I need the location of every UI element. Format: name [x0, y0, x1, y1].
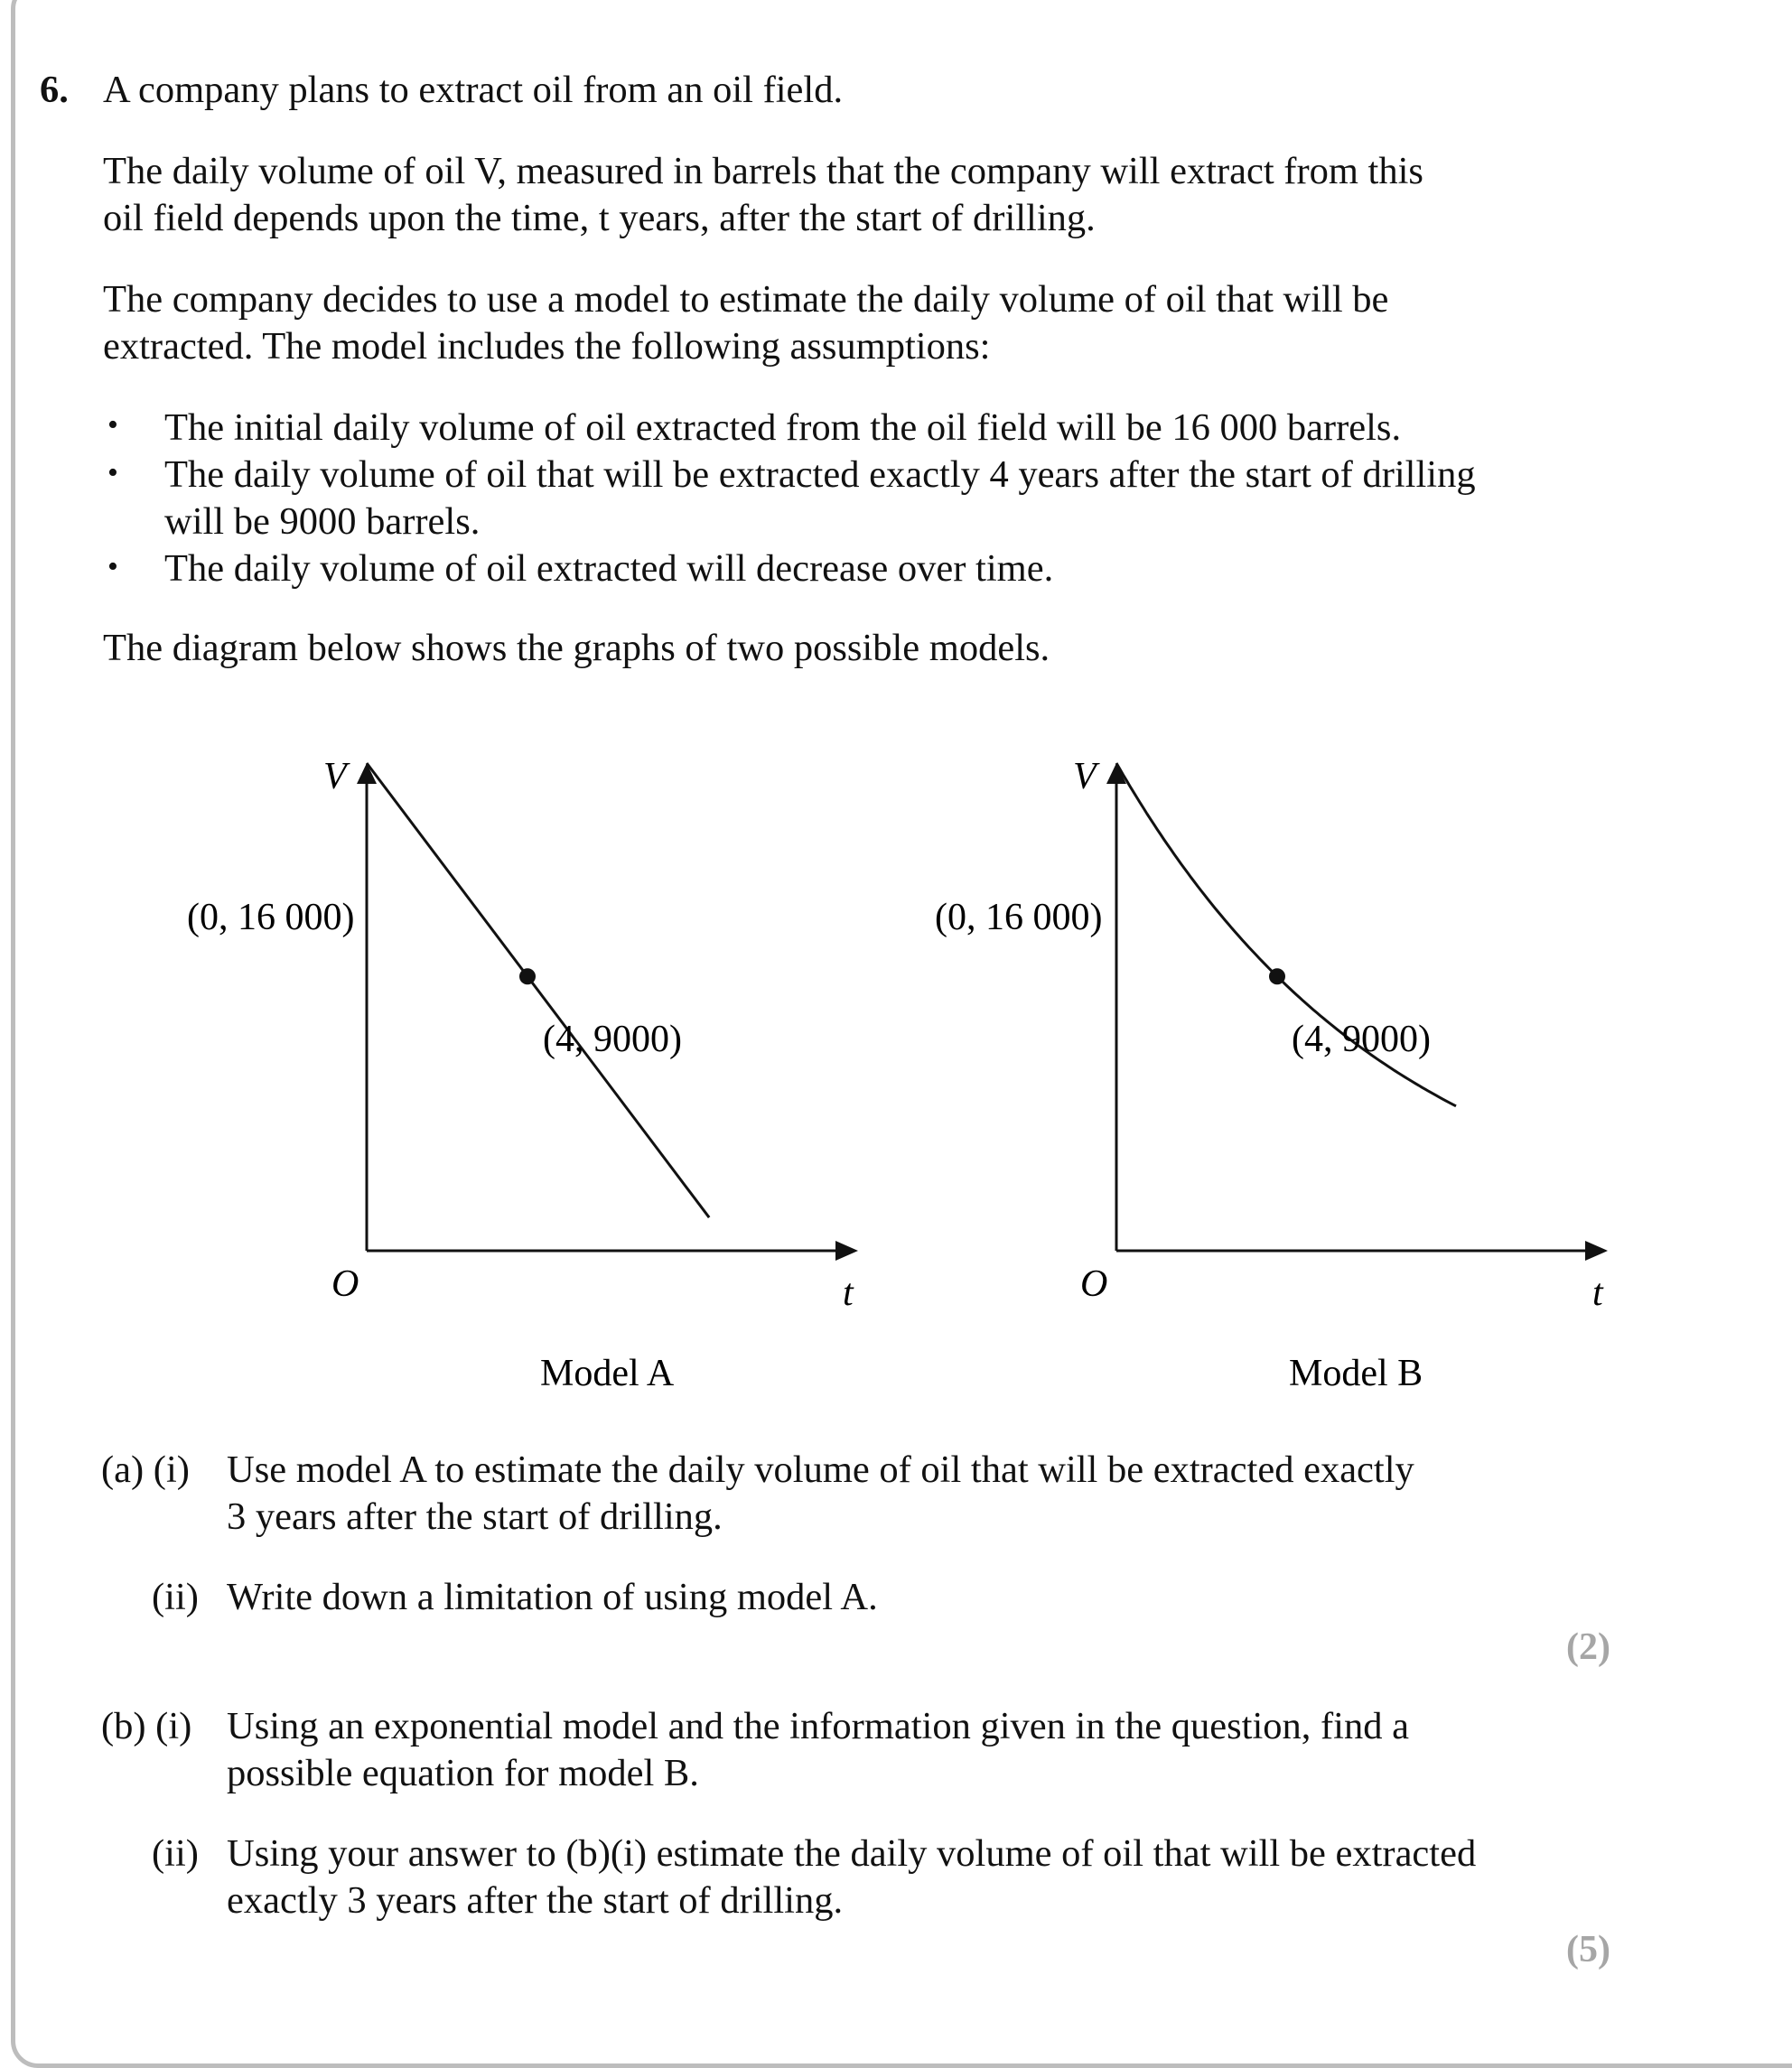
model-a-point-label-4: (4, 9000): [543, 1019, 682, 1060]
part-a-i-label: (a) (i): [101, 1449, 190, 1491]
model-b-caption: Model B: [1289, 1353, 1423, 1394]
model-b-origin-label: O: [1080, 1263, 1108, 1305]
bullet-dot: •: [107, 550, 118, 583]
model-a-graph: [187, 756, 858, 1394]
model-b-v-label: V: [1073, 756, 1097, 797]
part-b-marks: (5): [1566, 1929, 1610, 1970]
bullet-3-text: The daily volume of oil extracted will decrease over time.: [164, 547, 1054, 590]
model-b-point-label-0: (0, 16 000): [935, 897, 1103, 938]
model-b-point-label-4: (4, 9000): [1292, 1019, 1431, 1060]
model-b-graph: [935, 756, 1608, 1394]
para2-line2: extracted. The model includes the following assumptions:: [103, 325, 991, 368]
question-number: 6.: [40, 69, 69, 111]
part-b-i-line1: Using an exponential model and the information given in the question, find a: [227, 1705, 1409, 1747]
model-a-caption: Model A: [540, 1353, 675, 1394]
bullet-1-text: The initial daily volume of oil extracted from the oil field will be 16 000 barrels.: [164, 406, 1402, 449]
model-a-point-4-9000: [519, 968, 536, 984]
part-a-i-line1: Use model A to estimate the daily volume of oil that will be extracted exactly: [227, 1449, 1414, 1491]
model-a-line: [367, 763, 709, 1217]
bullet-dot: •: [107, 408, 118, 442]
part-b-ii-line1: Using your answer to (b)(i) estimate the daily volume of oil that will be extracted: [227, 1832, 1477, 1875]
question-intro: A company plans to extract oil from an oil field.: [103, 69, 844, 111]
model-a-v-label: V: [323, 756, 347, 797]
model-a-point-label-0: (0, 16 000): [187, 897, 355, 938]
model-b-t-arrow: [1585, 1241, 1608, 1261]
model-b-point-4-9000: [1269, 968, 1285, 984]
diagram-intro: The diagram below shows the graphs of two possible models.: [103, 627, 1050, 669]
part-a-marks: (2): [1566, 1626, 1610, 1668]
part-a-ii-text: Write down a limitation of using model A.: [227, 1576, 878, 1618]
model-a-t-arrow: [835, 1241, 858, 1261]
para2-line1: The company decides to use a model to estimate the daily volume of oil that will be: [103, 278, 1389, 321]
para1-line2: oil field depends upon the time, t years, after the start of drilling.: [103, 197, 1096, 239]
part-b-i-line2: possible equation for model B.: [227, 1752, 699, 1794]
bullet-2-text-cont: will be 9000 barrels.: [164, 500, 481, 543]
part-b-i-label: (b) (i): [101, 1705, 192, 1747]
part-a-ii-label: (ii): [152, 1576, 199, 1618]
part-b-ii-line2: exactly 3 years after the start of drilling.: [227, 1879, 844, 1922]
part-b-ii-label: (ii): [152, 1832, 199, 1875]
model-a-t-label: t: [843, 1272, 854, 1314]
para1-line1: The daily volume of oil V, measured in barrels that the company will extract from this: [103, 150, 1423, 192]
model-b-t-label: t: [1592, 1272, 1603, 1314]
model-a-origin-label: O: [331, 1263, 359, 1305]
part-a-i-line2: 3 years after the start of drilling.: [227, 1495, 723, 1538]
bullet-2-text: The daily volume of oil that will be extracted exactly 4 years after the start of drilling: [164, 453, 1476, 496]
bullet-dot: •: [107, 456, 118, 489]
